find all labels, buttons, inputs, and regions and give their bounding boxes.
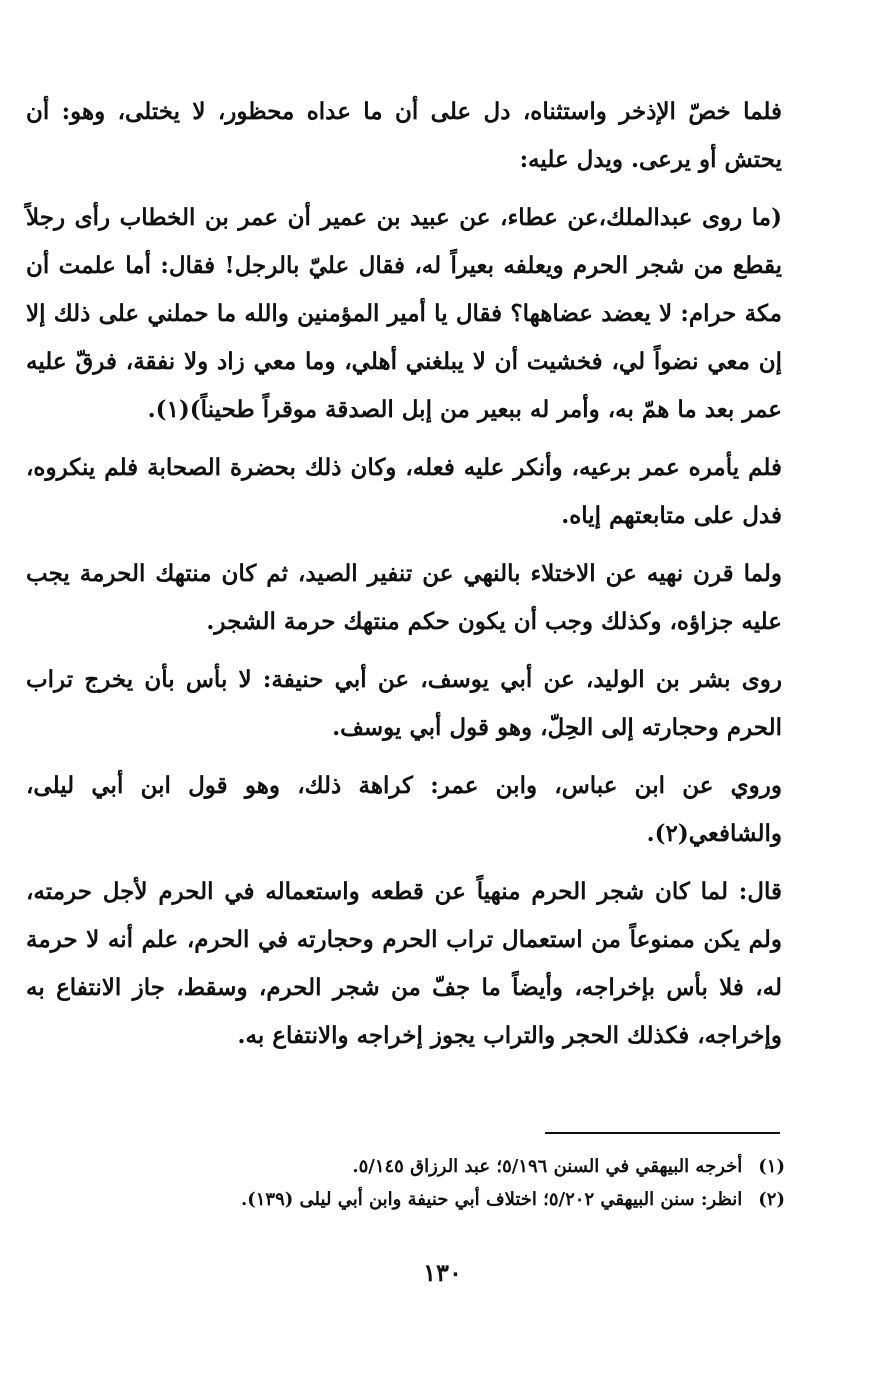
paragraph-1: فلما خصّ الإذخر واستثناه، دل على أن ما عداه محظور، لا يختلى، وهو: أن يحتش أو يرعى. ويدل عليه: — [26, 98, 782, 173]
footnote-number: (١) — [758, 1156, 785, 1177]
paragraph-4: ولما قرن نهيه عن الاختلاء بالنهي عن تنفير الصيد، ثم كان منتهك الحرمة يجب عليه جزاؤه، وكذلك وجب أن يكون حكم منتهك حرمة الشجر. — [26, 560, 782, 635]
paragraph-6: وروي عن ابن عباس، وابن عمر: كراهة ذلك، وهو قول ابن أبي ليلى، والشافعي(٢). — [26, 772, 782, 847]
footnote-text: انظر: سنن البيهقي ٥/٢٠٢؛ اختلاف أبي حنيفة وابن أبي ليلى (١٣٩). — [240, 1189, 743, 1210]
footnotes — [60, 1150, 785, 1216]
footnote-number: (٢) — [758, 1189, 785, 1210]
page-number: ١٣٠ — [423, 1258, 462, 1287]
paragraph-5: روى بشر بن الوليد، عن أبي يوسف، عن أبي حنيفة: لا بأس بأن يخرج تراب الحرم وحجارته إلى الحِلّ، وهو قول أبي يوسف. — [26, 666, 782, 741]
paragraph-2: (ما روى عبدالملك،عن عطاء، عن عبيد بن عمير أن عمر بن الخطاب رأى رجلاً يقطع من شجر الحرم ويعلفه بعيراً له، فقال عليّ بالرجل! فقال: أما علمت أن مكة حرام: لا يعضد عضاهها؟ فقال يا أمير المؤمنين والله ما حملني على ذلك إلا إن معي نضواً لي، فخشيت أن لا يبلغني أهلي، وما معي زاد ولا نفقة، فرقّ عليه عمر بعد ما همّ به، وأمر له ببعير من إبل الصدقة موقراً طحيناً)(١). — [26, 204, 782, 423]
paragraph-7: قال: لما كان شجر الحرم منهياً عن قطعه واستعماله في الحرم لأجل حرمته، ولم يكن ممنوعاً من استعمال تراب الحرم وحجارته في الحرم، علم أنه لا حرمة له، فلا بأس بإخراجه، وأيضاً ما جفّ من شجر الحرم، وسقط، جاز الانتفاع به وإخراجه، فكذلك الحجر والتراب يجوز إخراجه والانتفاع به. — [26, 878, 782, 1049]
footnote-2 — [60, 1183, 785, 1216]
paragraph-3: فلم يأمره عمر برعيه، وأنكر عليه فعله، وكان ذلك بحضرة الصحابة فلم ينكروه، فدل على متابعتهم إياه. — [26, 454, 782, 529]
footnote-text: أخرجه البيهقي في السنن ٥/١٩٦؛ عبد الرزاق ٥/١٤٥. — [352, 1156, 743, 1177]
footnote-divider — [545, 1132, 780, 1134]
main-text — [26, 88, 782, 1070]
footnote-1 — [60, 1150, 785, 1183]
